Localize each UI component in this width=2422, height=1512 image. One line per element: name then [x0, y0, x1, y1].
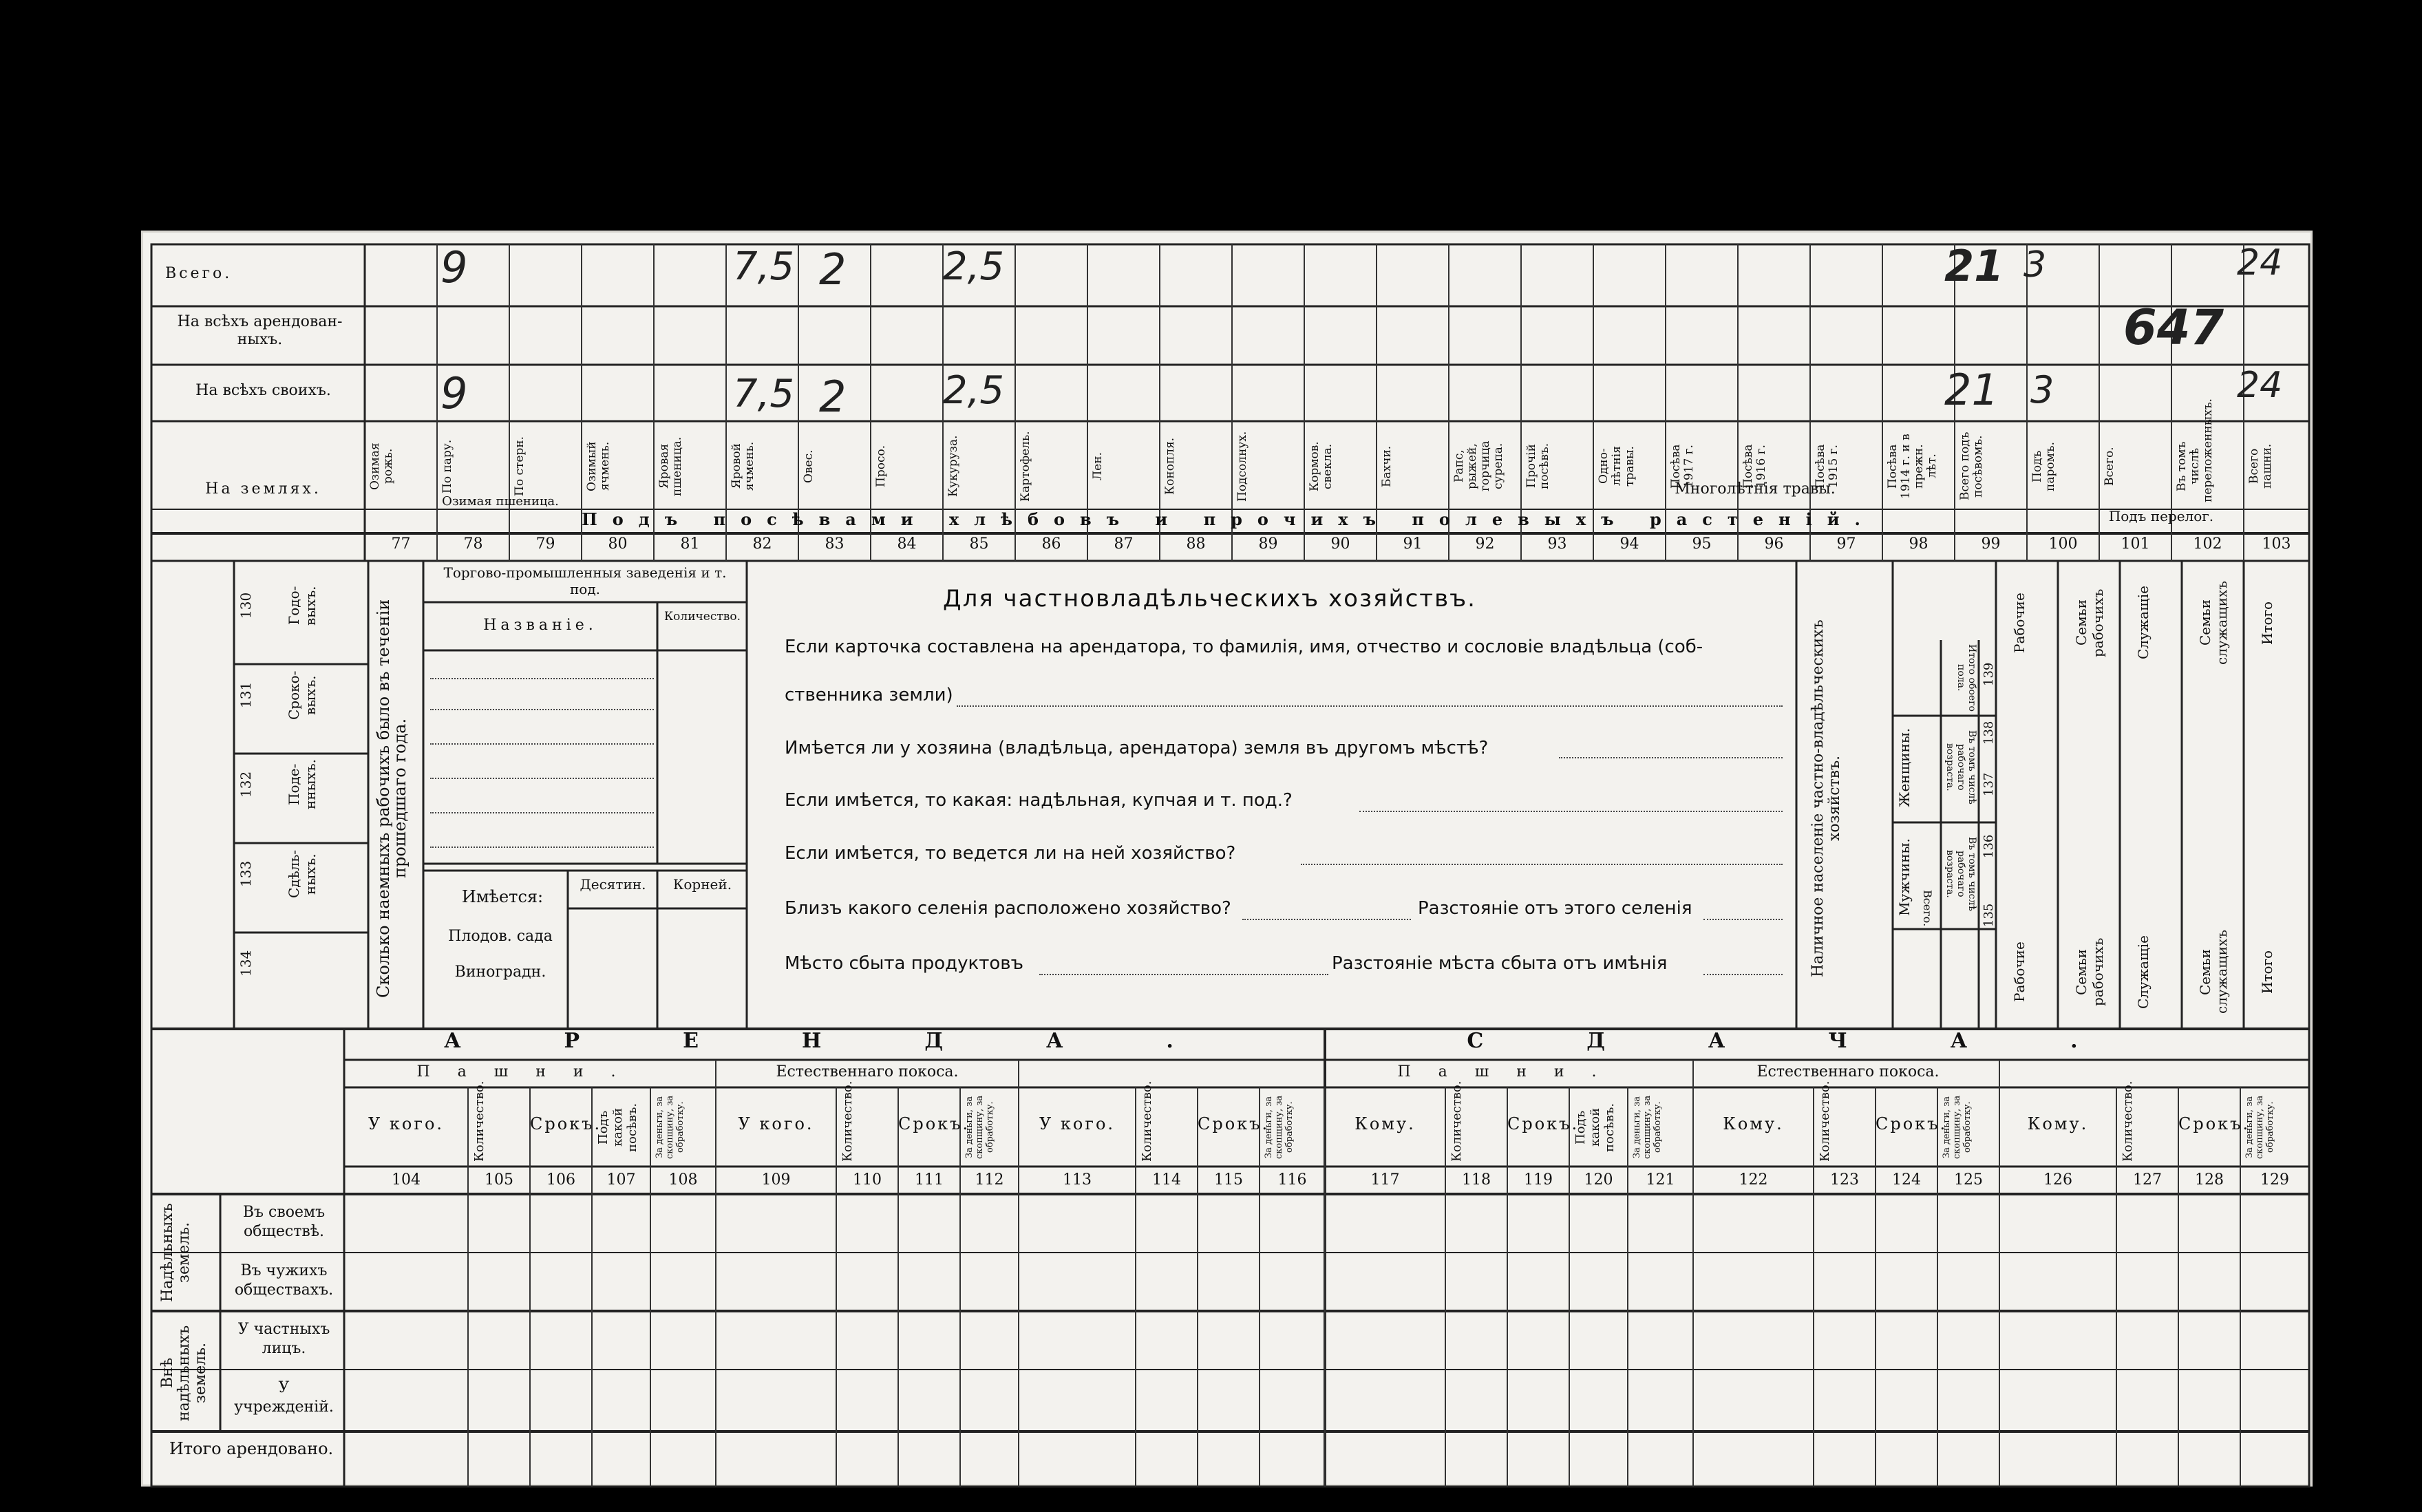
hw-total-77: 9 — [440, 242, 468, 292]
trade-line — [430, 709, 654, 710]
bottom-col-label: У кого. — [1039, 1114, 1116, 1133]
bottom-col-number: 123 — [1830, 1171, 1859, 1189]
vineyard-label: Виноградн. — [454, 963, 546, 981]
bottom-col-number: 127 — [2133, 1171, 2162, 1189]
top-col-label: Въ томъ числѣ переложенныхъ. — [2175, 398, 2215, 502]
sdacha-pokos: Естественнаго покоса. — [1756, 1063, 1940, 1080]
roots-header: Корней. — [672, 876, 732, 893]
right-col-header-top: Рабочие — [2011, 593, 2028, 653]
bottom-col-label: Срокъ. — [2178, 1114, 2251, 1133]
bottom-col-number: 115 — [1214, 1171, 1243, 1189]
arenda-pashni: Пашни. — [416, 1063, 644, 1080]
own-community-label: Въ своемъ обществѣ. — [242, 1204, 326, 1240]
top-col-number: 91 — [1403, 535, 1423, 553]
men-total-label: Всего. — [1921, 890, 1934, 927]
row-label-rented: На всѣхъ арендован-ныхъ. — [177, 313, 343, 348]
hired-col-label: Сдѣль-ныхъ. — [286, 849, 319, 899]
bottom-col-number: 119 — [1524, 1171, 1553, 1189]
right-col-header-bottom: Семьи рабочихъ — [2073, 937, 2106, 1007]
men-working-age-label: Въ томъ числѣ рабочаго возраста. — [1944, 837, 1977, 911]
top-col-label: Конопля. — [1163, 437, 1177, 496]
hw-total-85: 2,5 — [943, 244, 1005, 289]
private-persons-label: У частныхъ лицъ. — [237, 1321, 330, 1357]
bottom-col-number: 125 — [1954, 1171, 1983, 1189]
right-col-header-bottom: Служащіе — [2135, 935, 2152, 1009]
hw-own-85: 2,5 — [943, 368, 1005, 413]
hw-own-103: 24 — [2237, 365, 2283, 406]
top-col-label: Просо. — [874, 445, 888, 488]
hired-col-number: 132 — [237, 771, 254, 798]
top-col-number: 86 — [1041, 535, 1061, 553]
sdacha-pashni: Пашни. — [1397, 1063, 1624, 1080]
answer-line[interactable] — [1039, 974, 1328, 975]
bottom-col-number: 120 — [1584, 1171, 1613, 1189]
col-138: 138 — [1982, 721, 1996, 745]
private-farms-title: Для частновладѣльческихъ хозяйствъ. — [943, 585, 1476, 613]
top-col-label: Подъ паромъ. — [2030, 441, 2057, 491]
question-owner: Если карточка составлена на арендатора, то фамилія, имя, отчество и сословіе владѣльца (соб- — [785, 637, 1703, 657]
top-col-number: 98 — [1909, 535, 1929, 553]
women-working-age-label: Въ томъ числѣ рабочаго возраста. — [1944, 730, 1977, 805]
top-col-label: Всего подъ посѣвомъ. — [1958, 432, 1985, 501]
hw-total-82: 7,5 — [733, 244, 795, 289]
top-col-label: Подсолнух. — [1235, 431, 1249, 502]
bottom-col-label: Срокъ. — [1876, 1114, 1948, 1133]
top-col-label: Яровой ячмень. — [730, 441, 756, 491]
hired-col-number: 134 — [237, 950, 254, 977]
hired-col-number: 131 — [237, 681, 254, 709]
hired-col-label: Годо-выхъ. — [286, 586, 319, 626]
bottom-col-label: Подъ какой посѣвъ. — [596, 1103, 639, 1152]
hw-own-99: 21 — [1944, 365, 1999, 415]
right-col-header-top: Итого — [2259, 601, 2275, 645]
bottom-col-number: 109 — [761, 1171, 791, 1189]
top-col-number: 92 — [1475, 535, 1495, 553]
hired-label: Сколько наемныхъ рабочихъ было въ теченіи прошедшаго года. — [374, 599, 410, 998]
right-col-header-bottom: Рабочие — [2011, 941, 2028, 1003]
group-perennial: Многолѣтнія травы. — [1675, 480, 1836, 498]
bottom-col-number: 106 — [546, 1171, 575, 1189]
bottom-col-label: За деньги, за скопщину, за обработку. — [655, 1095, 686, 1160]
population-label: Наличное населеніе частно-владѣльческихъ хозяйствъ. — [1809, 619, 1843, 977]
question-other-land: Имѣется ли у хозяина (владѣльца, арендатора) земля въ другомъ мѣстѣ? — [785, 738, 1489, 758]
top-col-label: Картофель. — [1019, 431, 1032, 502]
non-nadel-label: Внѣ надѣльныхъ земель. — [159, 1325, 209, 1421]
bottom-col-number: 121 — [1646, 1171, 1675, 1189]
question-farming: Если имѣется, то ведется ли на ней хозяйство? — [785, 843, 1236, 864]
bottom-col-number: 116 — [1277, 1171, 1307, 1189]
group-fallow: Подъ перелог. — [2108, 508, 2214, 524]
top-col-number: 81 — [680, 535, 700, 553]
col-135: 135 — [1982, 903, 1996, 928]
top-col-label: Одно-лѣтнія травы. — [1597, 446, 1637, 487]
bottom-col-number: 107 — [606, 1171, 636, 1189]
top-col-number: 97 — [1836, 535, 1856, 553]
bottom-col-label: За деньги, за скопщину, за обработку. — [964, 1095, 995, 1160]
bottom-col-label: За деньги, за скопщину, за обработку. — [2244, 1095, 2275, 1160]
hw-own-77: 9 — [440, 368, 468, 418]
hw-total-103: 24 — [2237, 242, 2283, 284]
bottom-col-label: Срокъ. — [1198, 1114, 1270, 1133]
bottom-col-label: Кому. — [1723, 1114, 1784, 1133]
trade-line — [430, 846, 654, 848]
right-col-header-bottom: Семьи служащихъ — [2197, 930, 2230, 1014]
men-label: Мужчины. — [1896, 838, 1913, 917]
answer-line[interactable] — [1703, 919, 1783, 920]
other-community-label: Въ чужихъ обществахъ. — [234, 1262, 334, 1299]
bottom-col-label: Количество. — [1818, 1080, 1832, 1162]
arenda-title: АРЕНДА. — [444, 1029, 1277, 1053]
bottom-col-label: За деньги, за скопщину, за обработку. — [1942, 1095, 1973, 1160]
col-139: 139 — [1982, 662, 1996, 687]
bottom-col-number: 104 — [392, 1171, 421, 1189]
hw-own-83: 2 — [819, 372, 847, 422]
bottom-col-number: 117 — [1370, 1171, 1400, 1189]
bottom-col-number: 111 — [915, 1171, 944, 1189]
col-137: 137 — [1982, 772, 1996, 797]
top-col-number: 83 — [825, 535, 844, 553]
top-col-label: Бахчи. — [1380, 445, 1394, 487]
hired-col-number: 133 — [237, 860, 254, 888]
answer-line[interactable] — [1242, 919, 1411, 920]
trade-line — [430, 812, 654, 813]
trade-name-header: Названіе. — [483, 617, 597, 634]
top-col-number: 77 — [391, 535, 411, 553]
top-col-label: Кукуруза. — [946, 435, 960, 498]
bottom-col-label: Кому. — [2027, 1114, 2089, 1133]
nadel-label: Надѣльныхъ земель. — [159, 1203, 193, 1302]
band-title: Подъ посѣвами хлѣбовъ и прочихъ полевыхъ растеній. — [582, 509, 1876, 529]
trade-qty-header: Количество. — [664, 610, 741, 624]
bottom-col-label: У кого. — [738, 1114, 814, 1133]
top-col-number: 84 — [897, 535, 917, 553]
top-col-number: 93 — [1547, 535, 1567, 553]
bottom-col-number: 118 — [1462, 1171, 1491, 1189]
question-land-type: Если имѣется, то какая: надѣльная, купчая и т. под.? — [785, 790, 1293, 811]
hw-total-99: 21 — [1944, 241, 2004, 291]
trade-line — [430, 678, 654, 679]
answer-line[interactable] — [1703, 974, 1783, 975]
sdacha-title: СДАЧА. — [1467, 1029, 2181, 1053]
top-col-label: Овес. — [802, 449, 816, 483]
group-winter-wheat: Озимая пшеница. — [442, 494, 559, 509]
top-col-number: 95 — [1692, 535, 1712, 553]
top-col-number: 78 — [463, 535, 483, 553]
bottom-col-number: 113 — [1063, 1171, 1092, 1189]
bottom-col-number: 126 — [2043, 1171, 2072, 1189]
bottom-col-number: 129 — [2260, 1171, 2289, 1189]
bottom-col-number: 112 — [975, 1171, 1004, 1189]
total-rented-label: Итого арендовано. — [169, 1439, 334, 1458]
top-col-label: Всего пашни. — [2247, 443, 2274, 489]
bottom-col-label: Подъ какой посѣвъ. — [1573, 1103, 1617, 1152]
bottom-col-label: Срокъ. — [898, 1114, 970, 1133]
bottom-col-label: Количество. — [840, 1080, 855, 1162]
top-col-label: Посѣва 1915 г. — [1814, 444, 1840, 489]
top-col-number: 90 — [1330, 535, 1350, 553]
bottom-col-label: За деньги, за скопщину, за обработку. — [1632, 1095, 1663, 1160]
top-col-number: 82 — [752, 535, 772, 553]
question-market-distance: Разстояніе мѣста сбыта отъ имѣнія — [1332, 953, 1668, 974]
top-col-number: 99 — [1981, 535, 2001, 553]
row-label-total: Всего. — [165, 265, 233, 282]
top-col-number: 101 — [2121, 535, 2150, 553]
trade-line — [430, 778, 654, 779]
answer-line[interactable] — [1359, 811, 1783, 812]
bottom-col-number: 110 — [853, 1171, 882, 1189]
top-col-label: Посѣва 1916 г. — [1741, 444, 1768, 489]
arenda-pokos: Естественнаго покоса. — [776, 1063, 959, 1080]
hw-total-100: 3 — [2023, 244, 2047, 286]
bottom-col-label: Кому. — [1355, 1114, 1416, 1133]
trade-title: Торгово-промышленныя заведенія и т. под. — [443, 564, 727, 597]
hired-col-label: Поде-нныхъ. — [286, 759, 319, 810]
women-label: Женщины. — [1896, 727, 1913, 807]
answer-line[interactable] — [1559, 757, 1783, 758]
top-col-number: 100 — [2048, 535, 2078, 553]
top-col-number: 102 — [2193, 535, 2222, 553]
bottom-col-number: 122 — [1739, 1171, 1768, 1189]
bottom-col-label: Срокъ. — [1507, 1114, 1580, 1133]
top-col-number: 85 — [969, 535, 989, 553]
top-col-label: Посѣва 1914 г. и в прежн. лѣт. — [1886, 434, 1939, 499]
row-label-own: На всѣхъ своихъ. — [195, 382, 331, 399]
top-col-number: 79 — [535, 535, 555, 553]
top-col-number: 88 — [1186, 535, 1206, 553]
top-col-label: Яровая пшеница. — [657, 436, 684, 496]
bottom-col-label: Количество. — [1449, 1080, 1464, 1162]
top-col-number: 96 — [1764, 535, 1784, 553]
question-market: Мѣсто сбыта продуктовъ — [785, 953, 1023, 974]
dessiatins-header: Десятин. — [580, 876, 646, 893]
right-col-header-top: Семьи служащихъ — [2197, 581, 2230, 665]
orchard-label: Плодов. сада — [448, 928, 553, 945]
top-col-label: Всего. — [2103, 447, 2116, 486]
bottom-col-number: 128 — [2195, 1171, 2224, 1189]
hw-total-83: 2 — [819, 244, 847, 295]
right-col-header-top: Семьи рабочихъ — [2073, 588, 2106, 657]
bottom-col-number: 108 — [668, 1171, 698, 1189]
top-col-label: Озимая рожь. — [368, 443, 395, 490]
has-label: Имѣется: — [461, 887, 544, 906]
bottom-col-label: Срокъ. — [530, 1114, 602, 1133]
trade-line — [430, 743, 654, 745]
top-col-label: Озимый ячмень. — [585, 441, 612, 491]
question-distance: Разстояніе отъ этого селенія — [1418, 898, 1692, 919]
answer-line[interactable] — [1301, 864, 1783, 865]
top-col-label: Рапс, рыжей, горчица сурепа. — [1452, 440, 1505, 492]
top-col-label: Кормов. свекла. — [1308, 441, 1335, 491]
top-col-number: 87 — [1114, 535, 1134, 553]
question-owner-cont: ственника земли) — [785, 685, 953, 705]
hired-col-label — [286, 926, 334, 1001]
hw-rented-102: 647 — [2123, 299, 2224, 356]
top-col-label: Лен. — [1091, 452, 1105, 480]
bottom-col-label: Количество. — [2121, 1080, 2135, 1162]
top-col-label: Прочій посѣвъ. — [1525, 443, 1551, 490]
bottom-col-label: Количество. — [472, 1080, 487, 1162]
question-village: Близъ какого селенія расположено хозяйство? — [785, 898, 1231, 919]
bottom-col-number: 105 — [485, 1171, 513, 1189]
bottom-col-number: 124 — [1892, 1171, 1921, 1189]
top-col-number: 94 — [1619, 535, 1639, 553]
hired-col-label: Сроко-выхъ. — [286, 670, 319, 720]
row-label-lands: На землях. — [205, 480, 321, 498]
bottom-col-label: Количество. — [1140, 1080, 1154, 1162]
top-col-label: По стерн. — [513, 436, 527, 497]
total-both-label: Итого обоего пола. — [1955, 644, 1977, 712]
top-col-label: Посѣва 1917 г. — [1669, 444, 1696, 489]
top-col-number: 89 — [1258, 535, 1278, 553]
hw-own-82: 7,5 — [733, 372, 795, 416]
institutions-label: У учрежденій. — [234, 1379, 334, 1416]
bottom-col-number: 114 — [1152, 1171, 1181, 1189]
right-col-header-bottom: Итого — [2259, 950, 2275, 994]
top-col-number: 80 — [608, 535, 628, 553]
bottom-col-label: У кого. — [368, 1114, 445, 1133]
right-col-header-top: Служащіе — [2135, 586, 2152, 660]
hired-col-number: 130 — [237, 592, 254, 619]
top-col-label: По пару. — [440, 439, 454, 493]
answer-line[interactable] — [957, 705, 1783, 707]
col-136: 136 — [1982, 834, 1996, 859]
hw-own-100: 3 — [2030, 368, 2054, 412]
bottom-col-label: За деньги, за скопщину, за обработку. — [1264, 1095, 1295, 1160]
top-col-number: 103 — [2262, 535, 2291, 553]
